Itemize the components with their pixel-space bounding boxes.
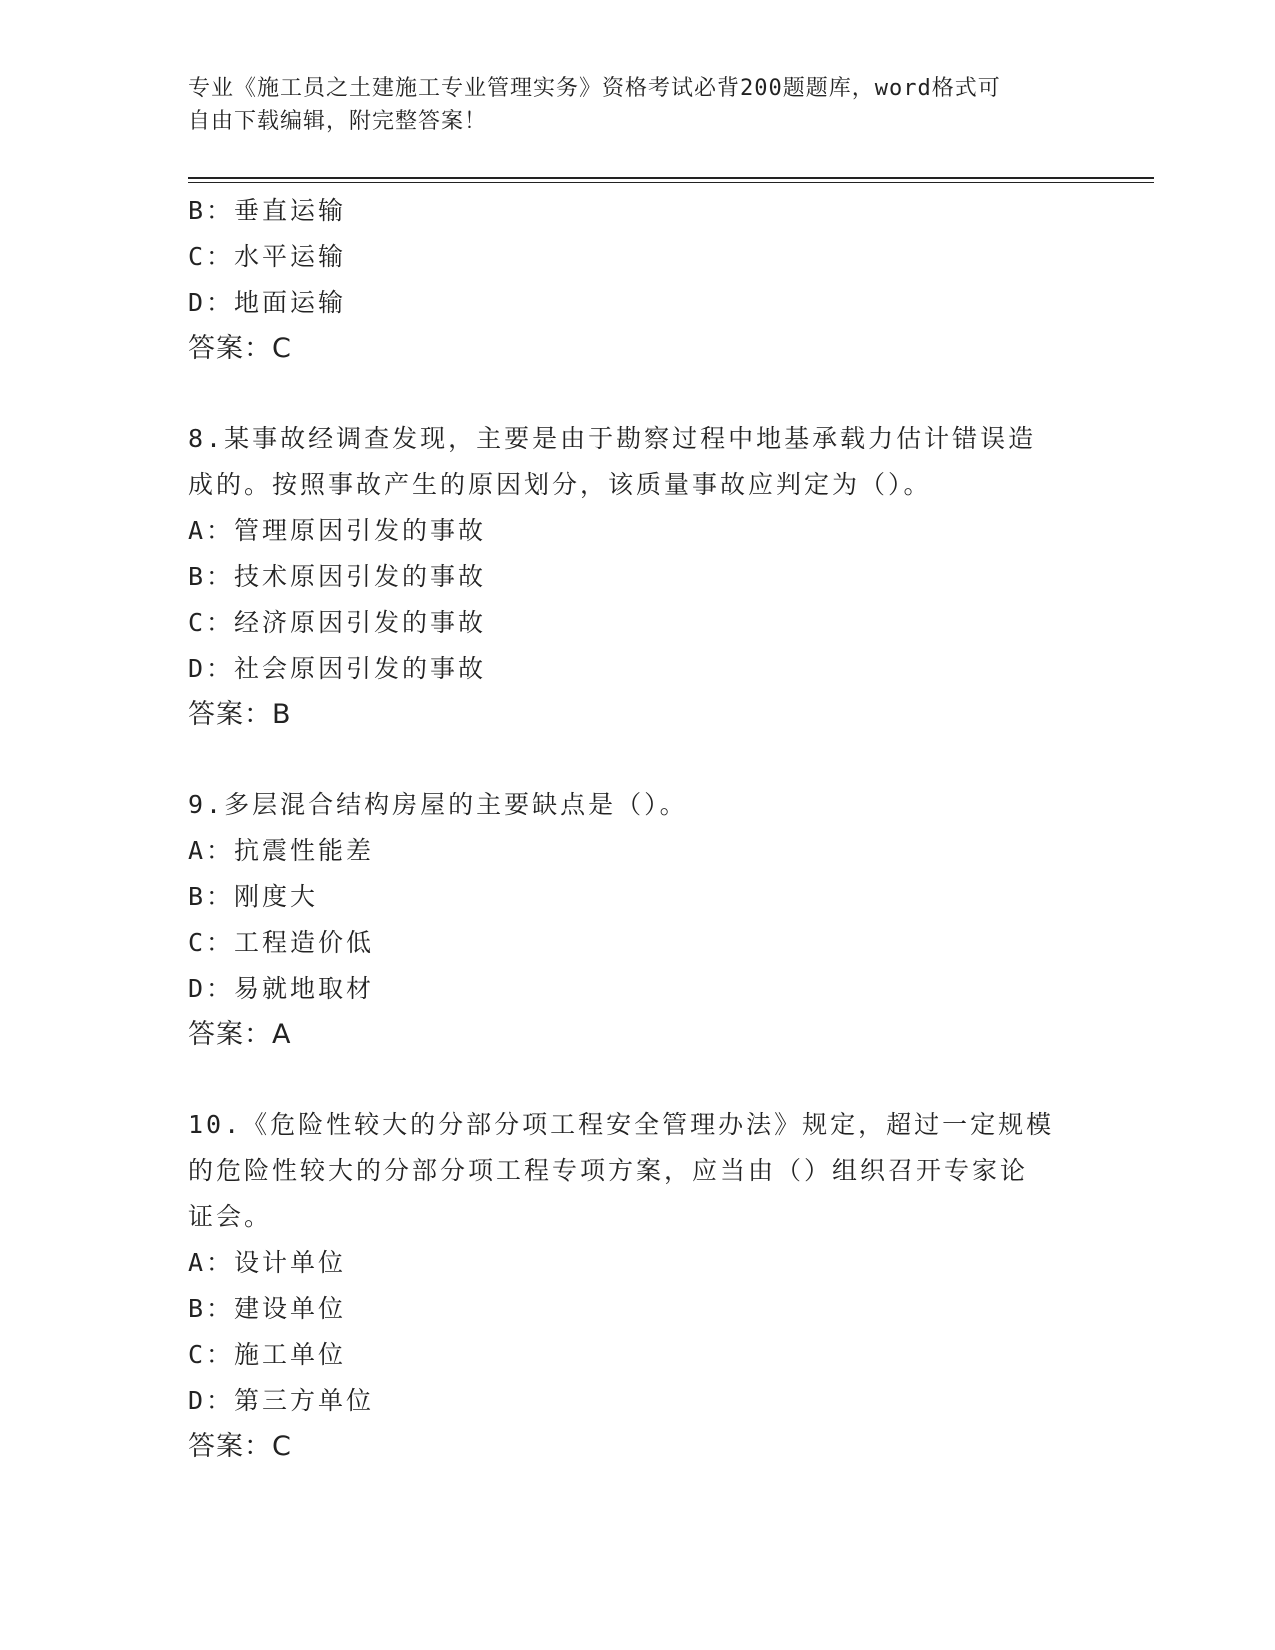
question-9	[188, 782, 1088, 1058]
header-line-1: 专业《施工员之土建施工专业管理实务》资格考试必背200题题库，word格式可	[188, 76, 1001, 101]
question-stem-line: 8.某事故经调查发现，主要是由于勘察过程中地基承载力估计错误造	[188, 424, 1037, 453]
question-stem-line: 9.多层混合结构房屋的主要缺点是（）。	[188, 790, 688, 819]
answer-line: 答案：A	[188, 1019, 292, 1050]
option-a: A：抗震性能差	[188, 836, 375, 865]
option-c: C：施工单位	[188, 1340, 347, 1369]
option-a: A：设计单位	[188, 1248, 347, 1277]
question-7-continuation	[188, 188, 1088, 372]
option-b: B：技术原因引发的事故	[188, 562, 487, 591]
answer-line: 答案：C	[188, 1431, 292, 1462]
option-c: C：水平运输	[188, 242, 347, 271]
option-d: D：易就地取材	[188, 974, 375, 1003]
question-10	[188, 1102, 1088, 1470]
header-rule-thick	[188, 177, 1154, 179]
question-content	[188, 188, 1088, 1470]
question-8	[188, 416, 1088, 738]
spacer	[188, 372, 1088, 416]
option-b: B：刚度大	[188, 882, 319, 911]
spacer	[188, 738, 1088, 782]
document-header	[188, 72, 1068, 138]
header-rule-thin	[188, 182, 1154, 183]
header-line-2: 自由下载编辑，附完整答案！	[188, 109, 488, 134]
question-stem-line: 证会。	[188, 1202, 273, 1231]
option-c: C：工程造价低	[188, 928, 375, 957]
option-b: B：垂直运输	[188, 196, 347, 225]
answer-line: 答案：C	[188, 333, 292, 364]
option-d: D：地面运输	[188, 288, 347, 317]
option-d: D：社会原因引发的事故	[188, 654, 487, 683]
option-a: A：管理原因引发的事故	[188, 516, 487, 545]
spacer	[188, 1058, 1088, 1102]
option-b: B：建设单位	[188, 1294, 347, 1323]
question-stem-line: 10.《危险性较大的分部分项工程安全管理办法》规定，超过一定规模	[188, 1110, 1055, 1139]
option-c: C：经济原因引发的事故	[188, 608, 487, 637]
option-d: D：第三方单位	[188, 1386, 375, 1415]
answer-line: 答案：B	[188, 699, 292, 730]
question-stem-line: 成的。按照事故产生的原因划分，该质量事故应判定为（）。	[188, 470, 932, 499]
question-stem-line: 的危险性较大的分部分项工程专项方案，应当由（）组织召开专家论	[188, 1156, 1029, 1185]
